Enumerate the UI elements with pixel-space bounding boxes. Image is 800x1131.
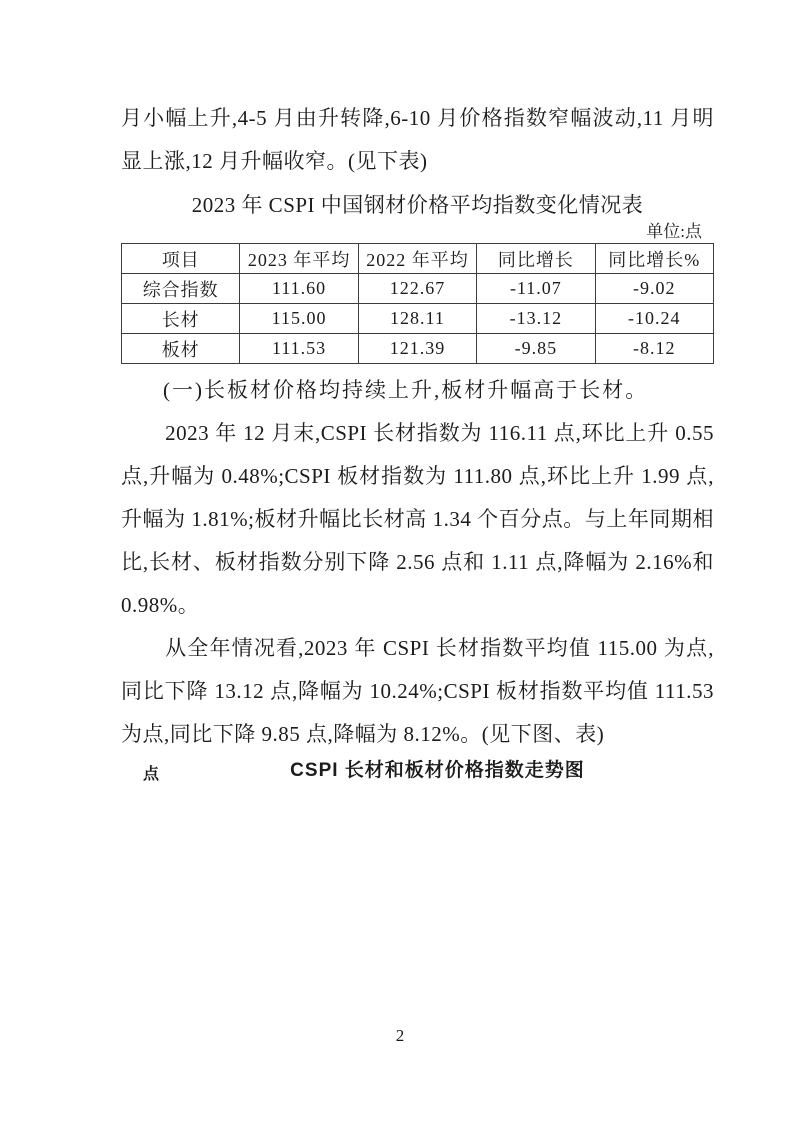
table-unit-label: 单位:点 <box>646 222 702 241</box>
table-cell: 122.67 <box>358 274 476 304</box>
table-row <box>122 334 714 364</box>
table-header-cell: 2022 年平均 <box>358 244 476 274</box>
chart-unit-label: 点 <box>143 766 160 783</box>
chart-caption: CSPI 长材和板材价格指数走势图 <box>290 760 585 781</box>
table-header-cell: 同比增长 <box>477 244 595 274</box>
table-cell: -9.02 <box>595 274 713 304</box>
table-cell: 长材 <box>122 304 240 334</box>
table-cell: -8.12 <box>595 334 713 364</box>
table-cell: -9.85 <box>477 334 595 364</box>
table-cell: 111.53 <box>240 334 358 364</box>
table-cell: -13.12 <box>477 304 595 334</box>
table-cell: 综合指数 <box>122 274 240 304</box>
page-number: 2 <box>395 1026 405 1045</box>
table-header-cell: 同比增长% <box>595 244 713 274</box>
paragraph: 从全年情况看,2023 年 CSPI 长材指数平均值 115.00 为点,同比下降 13.12 点,降幅为 10.24%;CSPI 板材指数平均值 111.53 为点,同比下降 9.85 点,降幅为 8.12%。(见下图、表) <box>121 636 714 746</box>
table-header-cell: 2023 年平均 <box>240 244 358 274</box>
chart-caption-row <box>121 758 714 784</box>
table-row <box>122 274 714 304</box>
table-row <box>122 304 714 334</box>
page-content <box>121 0 714 784</box>
table-header-row <box>122 244 714 274</box>
table-cell: 111.60 <box>240 274 358 304</box>
paragraph: 2023 年 12 月末,CSPI 长材指数为 116.11 点,环比上升 0.55 点,升幅为 0.48%;CSPI 板材指数为 111.80 点,环比上升 1.99 点,升幅为 1.81%;板材升幅比长材高 1.34 个百分点。与上年同期相比,长材、板材指数分别下降 2.56 点和 1.11 点,降幅为 2.16%和 0.98%。 <box>121 421 714 617</box>
table-header-cell: 项目 <box>122 244 240 274</box>
table-cell: -11.07 <box>477 274 595 304</box>
table-cell: 128.11 <box>358 304 476 334</box>
index-table <box>121 243 714 364</box>
paragraph-continuation: 月小幅上升,4-5 月由升转降,6-10 月价格指数窄幅波动,11 月明显上涨,12 月升幅收窄。(见下表) <box>121 106 714 173</box>
table-cell: 121.39 <box>358 334 476 364</box>
table-title: 2023 年 CSPI 中国钢材价格平均指数变化情况表 <box>191 193 644 217</box>
section-heading: (一)长板材价格均持续上升,板材升幅高于长材。 <box>163 378 649 402</box>
table-cell: 板材 <box>122 334 240 364</box>
table-cell: 115.00 <box>240 304 358 334</box>
table-cell: -10.24 <box>595 304 713 334</box>
